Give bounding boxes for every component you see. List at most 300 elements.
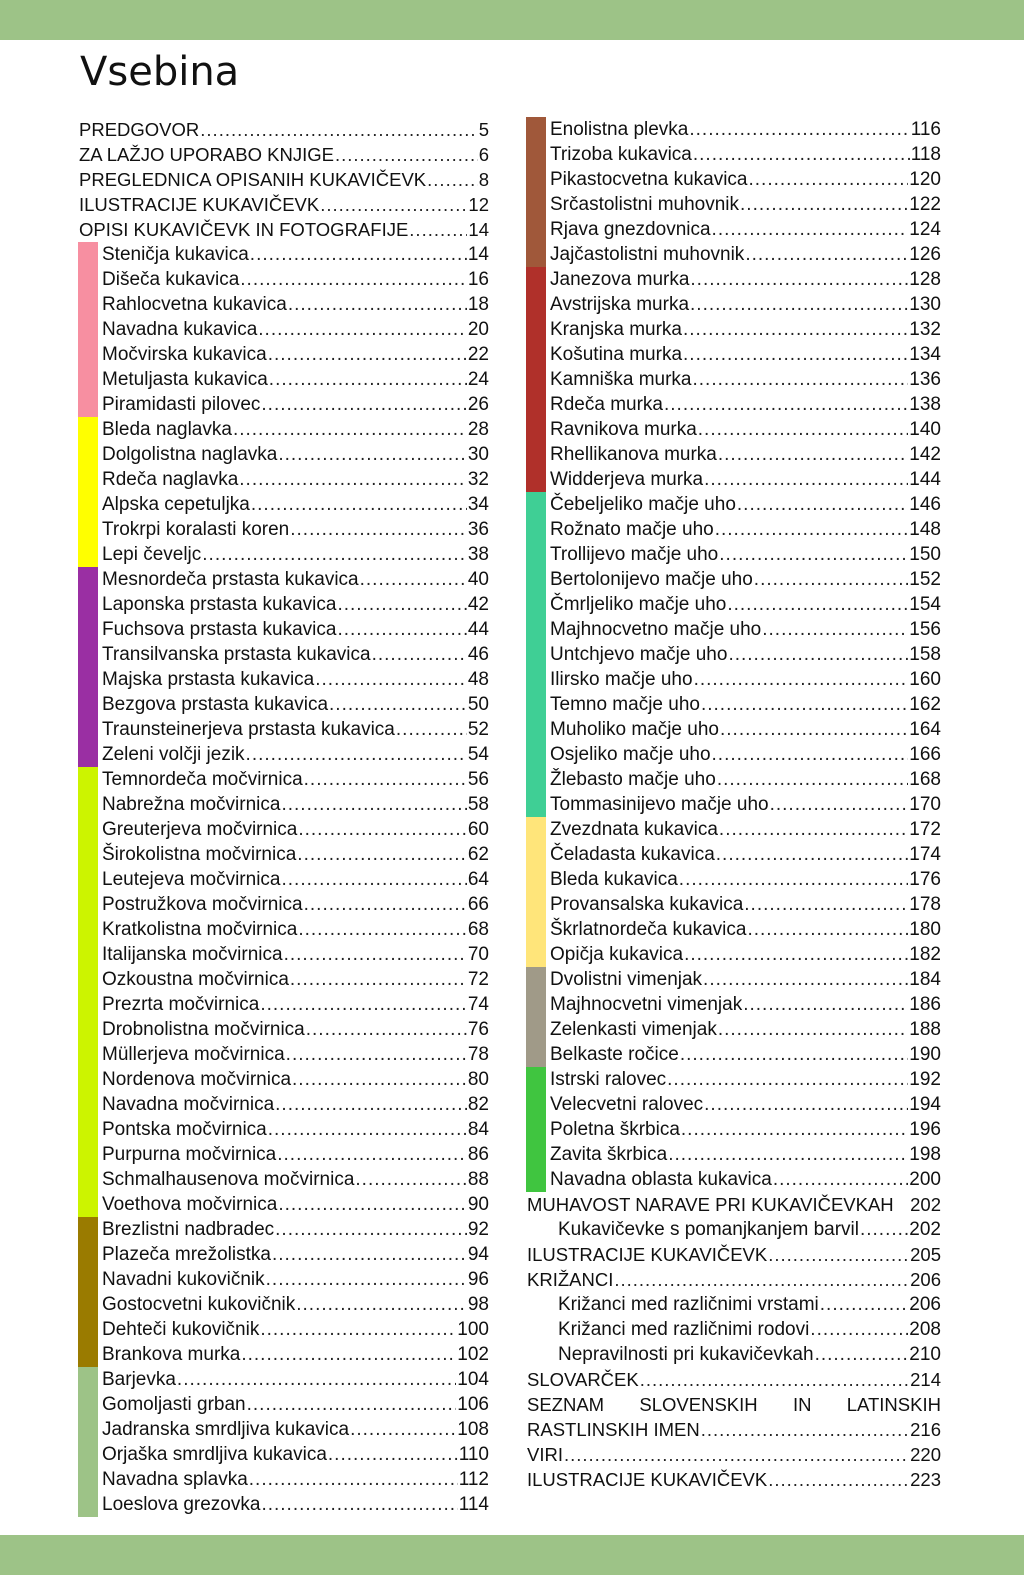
toc-entry-label: Lepi čeveljc bbox=[102, 544, 202, 565]
toc-leader-dots bbox=[304, 767, 467, 792]
toc-leader-dots bbox=[278, 1192, 467, 1217]
toc-entry-page-number: 90 bbox=[467, 1194, 489, 1215]
toc-leader-dots bbox=[266, 1267, 467, 1292]
toc-entry-label: Poletna škrbica bbox=[550, 1119, 680, 1140]
toc-entry-page-number: 176 bbox=[909, 869, 941, 890]
toc-entry[interactable] bbox=[527, 1317, 941, 1342]
toc-entry-page-number: 40 bbox=[467, 569, 489, 590]
section-color-bar bbox=[526, 517, 546, 542]
toc-entry[interactable] bbox=[527, 1242, 941, 1267]
section-color-bar bbox=[526, 1117, 546, 1142]
toc-entry-label: RASTLINSKIH IMEN bbox=[527, 1419, 700, 1440]
toc-entry[interactable] bbox=[527, 267, 941, 292]
toc-entry-label: Orjaška smrdljiva kukavica bbox=[102, 1444, 327, 1465]
toc-entry-page-number: 206 bbox=[909, 1294, 941, 1315]
toc-entry-page-number: 66 bbox=[467, 894, 489, 915]
toc-entry[interactable] bbox=[79, 467, 489, 492]
toc-leader-dots bbox=[743, 992, 908, 1017]
toc-entry[interactable] bbox=[79, 117, 489, 142]
toc-leader-dots bbox=[668, 1142, 908, 1167]
toc-entry[interactable] bbox=[79, 1117, 489, 1142]
toc-entry[interactable] bbox=[79, 142, 489, 167]
toc-entry[interactable] bbox=[79, 817, 489, 842]
toc-entry-page-number: 52 bbox=[467, 719, 489, 740]
toc-entry[interactable] bbox=[527, 1442, 941, 1467]
section-color-bar bbox=[78, 367, 98, 392]
toc-leader-dots bbox=[693, 142, 910, 167]
toc-entry[interactable] bbox=[79, 567, 489, 592]
toc-leader-dots bbox=[693, 367, 909, 392]
toc-entry[interactable] bbox=[79, 592, 489, 617]
toc-leader-dots bbox=[773, 1167, 908, 1192]
toc-entry-page-number: 208 bbox=[909, 1319, 941, 1340]
toc-entry-label: Brankova murka bbox=[102, 1344, 241, 1365]
section-color-bar bbox=[526, 592, 546, 617]
toc-entry[interactable] bbox=[79, 1092, 489, 1117]
toc-leader-dots bbox=[177, 1367, 456, 1392]
toc-entry[interactable] bbox=[527, 692, 941, 717]
section-color-bar bbox=[78, 317, 98, 342]
toc-entry-page-number: 48 bbox=[467, 669, 489, 690]
toc-entry[interactable] bbox=[527, 167, 941, 192]
toc-entry-label: Laponska prstasta kukavica bbox=[102, 594, 337, 615]
toc-entry-page-number: 110 bbox=[458, 1444, 489, 1465]
toc-entry[interactable] bbox=[79, 917, 489, 942]
toc-entry[interactable] bbox=[527, 892, 941, 917]
toc-leader-dots bbox=[762, 617, 908, 642]
toc-entry-label: Italijanska močvirnica bbox=[102, 944, 283, 965]
toc-leader-dots bbox=[754, 567, 909, 592]
toc-entry[interactable] bbox=[79, 1342, 489, 1367]
toc-entry[interactable] bbox=[527, 292, 941, 317]
section-color-bar bbox=[78, 1042, 98, 1067]
section-color-bar bbox=[526, 167, 546, 192]
section-color-bar bbox=[526, 267, 546, 292]
toc-entry-label: ZA LAŽJO UPORABO KNJIGE bbox=[79, 144, 334, 165]
section-color-bar bbox=[78, 342, 98, 367]
toc-entry-label: Križanci med različnimi vrstami bbox=[558, 1294, 819, 1315]
page-title: Vsebina bbox=[80, 49, 240, 95]
section-color-bar bbox=[526, 417, 546, 442]
toc-entry-label: Majhnocvetno mačje uho bbox=[550, 619, 762, 640]
toc-entry[interactable] bbox=[527, 367, 941, 392]
toc-entry[interactable] bbox=[79, 317, 489, 342]
toc-entry[interactable] bbox=[79, 1317, 489, 1342]
toc-entry-page-number: 205 bbox=[910, 1244, 941, 1265]
toc-entry-page-number: 138 bbox=[909, 394, 941, 415]
toc-leader-dots bbox=[360, 567, 467, 592]
toc-entry[interactable] bbox=[79, 192, 489, 217]
toc-entry[interactable] bbox=[79, 792, 489, 817]
toc-entry[interactable] bbox=[527, 1217, 941, 1242]
toc-entry[interactable] bbox=[527, 1192, 941, 1217]
toc-leader-dots bbox=[640, 1367, 909, 1392]
toc-entry-page-number: 56 bbox=[467, 769, 489, 790]
toc-entry[interactable] bbox=[79, 967, 489, 992]
toc-leader-dots bbox=[337, 617, 466, 642]
toc-entry-label: Majska prstasta kukavica bbox=[102, 669, 315, 690]
toc-entry-label: Osjeliko mačje uho bbox=[550, 744, 711, 765]
toc-entry[interactable] bbox=[79, 342, 489, 367]
section-color-bar bbox=[78, 1192, 98, 1217]
toc-entry[interactable] bbox=[527, 667, 941, 692]
toc-entry[interactable] bbox=[79, 1442, 489, 1467]
toc-entry-page-number: 88 bbox=[467, 1169, 489, 1190]
toc-entry-label: Dišeča kukavica bbox=[102, 269, 240, 290]
toc-entry[interactable] bbox=[79, 717, 489, 742]
toc-entry[interactable] bbox=[79, 492, 489, 517]
toc-leader-dots bbox=[718, 1017, 908, 1042]
toc-entry[interactable] bbox=[527, 1392, 941, 1417]
toc-leader-dots bbox=[281, 792, 466, 817]
toc-entry-label: Rožnato mačje uho bbox=[550, 519, 714, 540]
toc-entry-page-number: 100 bbox=[457, 1319, 489, 1340]
toc-entry-page-number: 26 bbox=[467, 394, 489, 415]
toc-entry-label: SLOVARČEK bbox=[527, 1369, 639, 1390]
toc-entry[interactable] bbox=[79, 1042, 489, 1067]
section-color-bar bbox=[78, 617, 98, 642]
toc-leader-dots bbox=[292, 1067, 467, 1092]
toc-entry-page-number: 166 bbox=[909, 744, 941, 765]
toc-entry-label: Zavita škrbica bbox=[550, 1144, 668, 1165]
toc-entry-label: Widderjeva murka bbox=[550, 469, 704, 490]
toc-entry-page-number: 200 bbox=[909, 1169, 941, 1190]
toc-entry[interactable] bbox=[79, 242, 489, 267]
toc-leader-dots bbox=[679, 867, 909, 892]
toc-leader-dots bbox=[298, 817, 467, 842]
toc-entry[interactable] bbox=[527, 1142, 941, 1167]
toc-entry-label: ILUSTRACIJE KUKAVIČEVK bbox=[527, 1469, 768, 1490]
toc-entry-label-word: IN bbox=[792, 1394, 812, 1415]
toc-entry[interactable] bbox=[79, 167, 489, 192]
toc-entry-label: Čeladasta kukavica bbox=[550, 844, 715, 865]
toc-entry[interactable] bbox=[527, 192, 941, 217]
toc-entry-label: Ilirsko mačje uho bbox=[550, 669, 693, 690]
toc-entry-page-number: 32 bbox=[467, 469, 489, 490]
toc-entry[interactable] bbox=[527, 1067, 941, 1092]
section-color-bar bbox=[78, 692, 98, 717]
toc-entry[interactable] bbox=[527, 1167, 941, 1192]
toc-entry-label: Ravnikova murka bbox=[550, 419, 697, 440]
toc-entry-label-word: SEZNAM bbox=[527, 1394, 605, 1415]
toc-leader-dots bbox=[251, 492, 467, 517]
section-color-bar bbox=[526, 1067, 546, 1092]
toc-entry[interactable] bbox=[527, 1267, 941, 1292]
toc-entry[interactable] bbox=[79, 1142, 489, 1167]
toc-entry[interactable] bbox=[79, 1267, 489, 1292]
toc-entry-page-number: 198 bbox=[909, 1144, 941, 1165]
toc-entry[interactable] bbox=[527, 617, 941, 642]
toc-entry-page-number: 102 bbox=[457, 1344, 489, 1365]
toc-entry-label: Bleda naglavka bbox=[102, 419, 232, 440]
toc-entry[interactable] bbox=[527, 592, 941, 617]
toc-leader-dots bbox=[701, 692, 908, 717]
toc-entry[interactable] bbox=[527, 992, 941, 1017]
toc-entry[interactable] bbox=[527, 1292, 941, 1317]
section-color-bar bbox=[78, 667, 98, 692]
toc-entry-label: Janezova murka bbox=[550, 269, 690, 290]
toc-leader-dots bbox=[667, 1067, 908, 1092]
toc-entry[interactable] bbox=[79, 1492, 489, 1517]
toc-entry[interactable] bbox=[79, 1192, 489, 1217]
toc-entry[interactable] bbox=[527, 917, 941, 942]
toc-entry[interactable] bbox=[79, 442, 489, 467]
toc-entry-page-number: 216 bbox=[910, 1419, 941, 1440]
toc-leader-dots bbox=[810, 1317, 908, 1342]
toc-entry-label: Belkaste ročice bbox=[550, 1044, 679, 1065]
toc-leader-dots bbox=[296, 1292, 467, 1317]
toc-entry[interactable] bbox=[79, 542, 489, 567]
toc-entry[interactable] bbox=[79, 292, 489, 317]
toc-entry[interactable] bbox=[79, 642, 489, 667]
toc-leader-dots bbox=[350, 1417, 456, 1442]
toc-entry-label: Navadna oblasta kukavica bbox=[550, 1169, 772, 1190]
section-color-bar bbox=[526, 392, 546, 417]
toc-leader-dots bbox=[683, 342, 908, 367]
toc-leader-dots bbox=[728, 642, 908, 667]
toc-entry-page-number: 28 bbox=[467, 419, 489, 440]
toc-entry-label: Mesnordeča prstasta kukavica bbox=[102, 569, 359, 590]
section-color-bar bbox=[78, 1092, 98, 1117]
toc-entry[interactable] bbox=[79, 1417, 489, 1442]
toc-leader-dots bbox=[355, 1167, 466, 1192]
toc-entry-label-word: LATINSKIH bbox=[846, 1394, 941, 1415]
toc-entry[interactable] bbox=[527, 117, 941, 142]
toc-entry-label: Prezrta močvirnica bbox=[102, 994, 260, 1015]
toc-leader-dots bbox=[815, 1342, 909, 1367]
toc-entry-page-number: 80 bbox=[467, 1069, 489, 1090]
toc-entry[interactable] bbox=[79, 1017, 489, 1042]
toc-entry-page-number: 202 bbox=[910, 1194, 941, 1215]
toc-entry[interactable] bbox=[527, 1417, 941, 1442]
toc-entry[interactable] bbox=[79, 367, 489, 392]
toc-entry[interactable] bbox=[527, 717, 941, 742]
toc-entry[interactable] bbox=[527, 492, 941, 517]
toc-entry[interactable] bbox=[79, 842, 489, 867]
toc-entry[interactable] bbox=[79, 942, 489, 967]
toc-entry-label: ILUSTRACIJE KUKAVIČEVK bbox=[527, 1244, 768, 1265]
toc-entry-page-number: 122 bbox=[909, 194, 941, 215]
section-color-bar bbox=[78, 817, 98, 842]
toc-entry[interactable] bbox=[79, 767, 489, 792]
toc-entry-page-number: 132 bbox=[909, 319, 941, 340]
toc-entry[interactable] bbox=[79, 1392, 489, 1417]
toc-entry[interactable] bbox=[527, 317, 941, 342]
toc-entry[interactable] bbox=[79, 617, 489, 642]
toc-entry[interactable] bbox=[527, 1367, 941, 1392]
toc-entry-label: Postružkova močvirnica bbox=[102, 894, 303, 915]
toc-entry[interactable] bbox=[527, 842, 941, 867]
toc-leader-dots bbox=[241, 1342, 456, 1367]
toc-entry-label: Enolistna plevka bbox=[550, 119, 689, 140]
toc-entry[interactable] bbox=[527, 742, 941, 767]
toc-leader-dots bbox=[297, 842, 467, 867]
toc-entry-page-number: 86 bbox=[467, 1144, 489, 1165]
toc-entry[interactable] bbox=[527, 767, 941, 792]
toc-leader-dots bbox=[272, 1242, 467, 1267]
toc-entry-page-number: 74 bbox=[467, 994, 489, 1015]
toc-entry[interactable] bbox=[527, 242, 941, 267]
toc-entry-label: Velecvetni ralovec bbox=[550, 1094, 704, 1115]
toc-entry-label: Traunsteinerjeva prstasta kukavica bbox=[102, 719, 395, 740]
toc-leader-dots bbox=[820, 1292, 909, 1317]
toc-entry[interactable] bbox=[527, 867, 941, 892]
section-color-bar bbox=[78, 1467, 98, 1492]
toc-leader-dots bbox=[768, 1467, 909, 1492]
section-color-bar bbox=[78, 767, 98, 792]
toc-entry-label: Plazeča mrežolistka bbox=[102, 1244, 271, 1265]
toc-entry[interactable] bbox=[527, 442, 941, 467]
toc-entry-label: Tommasinijevo mačje uho bbox=[550, 794, 769, 815]
section-color-bar bbox=[526, 567, 546, 592]
toc-entry[interactable] bbox=[79, 992, 489, 1017]
section-color-bar bbox=[526, 317, 546, 342]
toc-entry[interactable] bbox=[79, 1167, 489, 1192]
toc-leader-dots bbox=[320, 192, 467, 217]
toc-entry-label: Metuljasta kukavica bbox=[102, 369, 268, 390]
toc-entry-label: Nabrežna močvirnica bbox=[102, 794, 281, 815]
toc-leader-dots bbox=[715, 517, 909, 542]
toc-entry[interactable] bbox=[527, 1342, 941, 1367]
toc-entry[interactable] bbox=[79, 867, 489, 892]
section-color-bar bbox=[526, 967, 546, 992]
toc-entry-page-number: 108 bbox=[457, 1419, 489, 1440]
toc-entry-label: Brezlistni nadbradec bbox=[102, 1219, 275, 1240]
toc-leader-dots bbox=[684, 942, 908, 967]
toc-entry-page-number: 72 bbox=[467, 969, 489, 990]
toc-entry-page-number: 16 bbox=[467, 269, 489, 290]
toc-entry-label: Muholiko mačje uho bbox=[550, 719, 719, 740]
toc-entry[interactable] bbox=[79, 217, 489, 242]
toc-leader-dots bbox=[261, 1492, 457, 1517]
section-color-bar bbox=[526, 1092, 546, 1117]
toc-entry-label: Müllerjeva močvirnica bbox=[102, 1044, 285, 1065]
toc-entry-label: Opičja kukavica bbox=[550, 944, 684, 965]
toc-entry[interactable] bbox=[79, 692, 489, 717]
toc-leader-dots bbox=[745, 242, 908, 267]
toc-entry[interactable] bbox=[527, 217, 941, 242]
toc-entry-label: Piramidasti pilovec bbox=[102, 394, 261, 415]
toc-leader-dots bbox=[694, 667, 909, 692]
toc-leader-dots bbox=[690, 267, 908, 292]
toc-entry-page-number: 174 bbox=[909, 844, 941, 865]
toc-leader-dots bbox=[698, 417, 909, 442]
section-color-bar bbox=[78, 1217, 98, 1242]
toc-entry-page-number: 136 bbox=[909, 369, 941, 390]
toc-entry-label: PREDGOVOR bbox=[79, 119, 200, 140]
toc-entry[interactable] bbox=[79, 517, 489, 542]
toc-entry[interactable] bbox=[527, 642, 941, 667]
toc-entry-label: Gostocvetni kukovičnik bbox=[102, 1294, 296, 1315]
toc-entry[interactable] bbox=[79, 742, 489, 767]
section-color-bar bbox=[78, 442, 98, 467]
toc-leader-dots bbox=[275, 1092, 467, 1117]
toc-leader-dots bbox=[290, 517, 467, 542]
toc-leader-dots bbox=[329, 692, 467, 717]
toc-entry-page-number: 76 bbox=[467, 1019, 489, 1040]
toc-entry-label: Jadranska smrdljiva kukavica bbox=[102, 1419, 350, 1440]
section-color-bar bbox=[78, 717, 98, 742]
toc-entry[interactable] bbox=[527, 342, 941, 367]
toc-entry[interactable] bbox=[527, 1042, 941, 1067]
toc-entry[interactable] bbox=[527, 942, 941, 967]
toc-entry-page-number: 140 bbox=[909, 419, 941, 440]
section-color-bar bbox=[78, 267, 98, 292]
toc-entry-page-number: 154 bbox=[909, 594, 941, 615]
toc-entry[interactable] bbox=[79, 1292, 489, 1317]
toc-leader-dots bbox=[719, 542, 908, 567]
toc-entry-label: Žlebasto mačje uho bbox=[550, 769, 716, 790]
toc-entry-label: Untchjevo mačje uho bbox=[550, 644, 728, 665]
toc-entry[interactable] bbox=[527, 1092, 941, 1117]
toc-entry[interactable] bbox=[527, 1017, 941, 1042]
toc-entry[interactable] bbox=[79, 267, 489, 292]
toc-leader-dots bbox=[744, 892, 908, 917]
section-color-bar bbox=[526, 717, 546, 742]
toc-entry[interactable] bbox=[79, 892, 489, 917]
section-color-bar bbox=[526, 542, 546, 567]
toc-entry[interactable] bbox=[527, 467, 941, 492]
section-color-bar bbox=[78, 917, 98, 942]
toc-entry-page-number: 150 bbox=[909, 544, 941, 565]
toc-entry[interactable] bbox=[527, 417, 941, 442]
section-color-bar bbox=[526, 1142, 546, 1167]
section-color-bar bbox=[78, 1167, 98, 1192]
toc-entry-page-number: 92 bbox=[467, 1219, 489, 1240]
toc-entry-page-number: 223 bbox=[910, 1469, 941, 1490]
toc-entry-label: Temnordeča močvirnica bbox=[102, 769, 303, 790]
toc-entry[interactable] bbox=[527, 1467, 941, 1492]
toc-entry[interactable] bbox=[79, 417, 489, 442]
toc-entry[interactable] bbox=[79, 392, 489, 417]
toc-entry[interactable] bbox=[527, 142, 941, 167]
toc-entry-label: Škrlatnordeča kukavica bbox=[550, 919, 747, 940]
toc-entry[interactable] bbox=[79, 1467, 489, 1492]
toc-entry[interactable] bbox=[79, 1067, 489, 1092]
toc-entry[interactable] bbox=[79, 667, 489, 692]
toc-entry-page-number: 22 bbox=[467, 344, 489, 365]
toc-entry[interactable] bbox=[527, 567, 941, 592]
toc-entry[interactable] bbox=[527, 967, 941, 992]
toc-entry-label: Ozkoustna močvirnica bbox=[102, 969, 289, 990]
toc-leader-dots bbox=[768, 1242, 909, 1267]
section-color-bar bbox=[78, 867, 98, 892]
section-color-bar bbox=[78, 417, 98, 442]
toc-entry[interactable] bbox=[527, 517, 941, 542]
toc-entry[interactable] bbox=[79, 1217, 489, 1242]
section-color-bar bbox=[78, 1342, 98, 1367]
toc-entry[interactable] bbox=[527, 817, 941, 842]
toc-entry-label: Nepravilnosti pri kukavičevkah bbox=[558, 1344, 814, 1365]
toc-entry-label: Fuchsova prstasta kukavica bbox=[102, 619, 337, 640]
toc-entry[interactable] bbox=[79, 1242, 489, 1267]
toc-entry[interactable] bbox=[527, 392, 941, 417]
toc-entry-page-number: 152 bbox=[909, 569, 941, 590]
section-color-bar bbox=[526, 642, 546, 667]
toc-entry-page-number: 124 bbox=[909, 219, 941, 240]
toc-entry-label: Pontska močvirnica bbox=[102, 1119, 267, 1140]
toc-leader-dots bbox=[258, 317, 467, 342]
toc-entry[interactable] bbox=[527, 542, 941, 567]
toc-entry-label: Bleda kukavica bbox=[550, 869, 678, 890]
toc-leader-dots bbox=[719, 817, 908, 842]
section-color-bar bbox=[78, 1142, 98, 1167]
toc-leader-dots bbox=[680, 1042, 908, 1067]
toc-entry[interactable] bbox=[79, 1367, 489, 1392]
toc-entry[interactable] bbox=[527, 1117, 941, 1142]
toc-entry-label: Barjevka bbox=[102, 1369, 176, 1390]
toc-entry[interactable] bbox=[527, 792, 941, 817]
